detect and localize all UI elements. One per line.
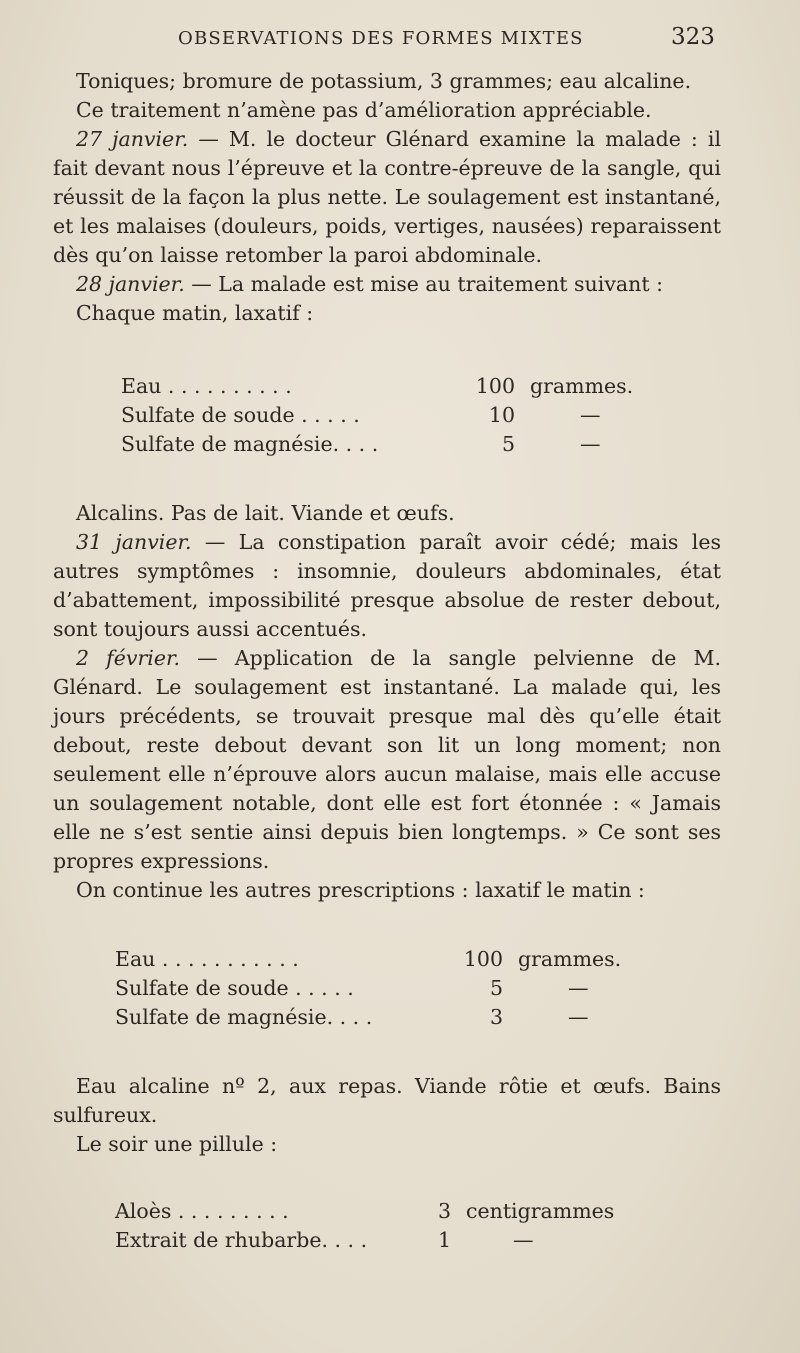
prescription-row xyxy=(53,372,721,401)
paragraph-alcalins: Alcalins. Pas de lait. Viande et œufs. xyxy=(76,501,455,525)
ingredient-unit: — xyxy=(513,1228,534,1252)
page-number: 323 xyxy=(671,24,715,50)
date-28-janvier: 28 janvier. xyxy=(76,272,185,296)
ingredient-quantity: 3 xyxy=(489,1005,503,1029)
ingredient-unit: — xyxy=(580,432,601,456)
ingredient-unit: — xyxy=(568,1005,589,1029)
ingredient-label: Eau . . . . . . . . . . xyxy=(121,374,292,398)
ingredient-quantity: 10 xyxy=(488,403,515,427)
ingredient-label: Aloès . . . . . . . . . xyxy=(115,1199,289,1223)
ingredient-label: Extrait de rhubarbe. . . . xyxy=(115,1228,368,1252)
prescription-table-3 xyxy=(53,1197,721,1255)
prescription-row xyxy=(53,1003,721,1032)
ingredient-label: Sulfate de soude . . . . . xyxy=(121,403,360,427)
paragraph-2-fevrier xyxy=(53,644,721,876)
ingredient-quantity: 1 xyxy=(437,1228,451,1252)
prescription-row xyxy=(53,945,721,974)
paragraph-31-janvier-text: — La constipation paraît avoir cédé; mais les autres symptômes : insomnie, douleurs abdominales, état d’abattement, impossibilité presque absolue de rester debout, sont toujours aussi accentués. xyxy=(53,530,722,641)
date-27-janvier: 27 janvier. xyxy=(76,127,189,151)
prescription-row xyxy=(53,1226,721,1255)
page-body xyxy=(53,67,721,1255)
ingredient-unit: grammes. xyxy=(530,374,634,398)
paragraph-28-janvier-text: — La malade est mise au traitement suivant : xyxy=(184,272,663,296)
ingredient-quantity: 100 xyxy=(475,374,515,398)
prescription-row xyxy=(53,974,721,1003)
ingredient-label: Sulfate de magnésie. . . . xyxy=(121,432,379,456)
paragraph-27-janvier xyxy=(53,125,721,270)
prescription-table-1 xyxy=(53,372,721,459)
paragraph-31-janvier xyxy=(53,528,721,644)
ingredient-unit: — xyxy=(568,976,589,1000)
date-2-fevrier: 2 février. xyxy=(76,646,181,670)
prescription-table-2 xyxy=(53,945,721,1032)
ingredient-quantity: 100 xyxy=(463,947,503,971)
ingredient-quantity: 3 xyxy=(437,1199,451,1223)
paragraph-eau-alcaline: Eau alcaline nº 2, aux repas. Viande rôtie et œufs. Bains sulfureux. xyxy=(53,1074,721,1127)
ingredient-unit: grammes. xyxy=(518,947,622,971)
prescription-row xyxy=(53,1197,721,1226)
ingredient-unit: centigrammes xyxy=(466,1199,615,1223)
ingredient-label: Eau . . . . . . . . . . . xyxy=(115,947,299,971)
running-title: OBSERVATIONS DES FORMES MIXTES xyxy=(178,28,584,49)
date-31-janvier: 31 janvier. xyxy=(76,530,192,554)
paragraph-2-fevrier-text: — Application de la sangle pelvienne de M. Glénard. Le soulagement est instantané. La malade qui, les jours précédents, se trouvait presque mal dès qu’elle était debout, reste debout devant son lit un long moment; non seulement elle n’éprouve alors aucun malaise, mais elle accuse un soulagement notable, dont elle est fort étonnée : « Jamais elle ne s’est sentie ainsi depuis bien longtemps. » Ce sont ses propres expressions. xyxy=(53,646,721,873)
ingredient-unit: — xyxy=(580,403,601,427)
ingredient-label: Sulfate de magnésie. . . . xyxy=(115,1005,373,1029)
paragraph-toniques: Toniques; bromure de potassium, 3 grammes; eau alcaline. xyxy=(76,69,692,93)
ingredient-quantity: 5 xyxy=(501,432,515,456)
ingredient-label: Sulfate de soude . . . . . xyxy=(115,976,354,1000)
prescription-row xyxy=(53,430,721,459)
prescription-row xyxy=(53,401,721,430)
paragraph-on-continue: On continue les autres prescriptions : laxatif le matin : xyxy=(76,878,645,902)
paragraph-chaque-matin: Chaque matin, laxatif : xyxy=(76,301,314,325)
ingredient-quantity: 5 xyxy=(489,976,503,1000)
paragraph-28-janvier xyxy=(53,270,721,299)
paragraph-traitement: Ce traitement n’amène pas d’amélioration appréciable. xyxy=(76,98,652,122)
paragraph-le-soir: Le soir une pillule : xyxy=(76,1132,278,1156)
paragraph-27-janvier-text: — M. le docteur Glénard examine la malade : il fait devant nous l’épreuve et la contre-épreuve de la sangle, qui réussit de la façon la plus nette. Le soulagement est instantané, et les malaises (douleurs, poids, vertiges, nausées) reparaissent dès qu’on laisse retomber la paroi abdominale. xyxy=(53,127,722,267)
running-header xyxy=(0,22,800,58)
